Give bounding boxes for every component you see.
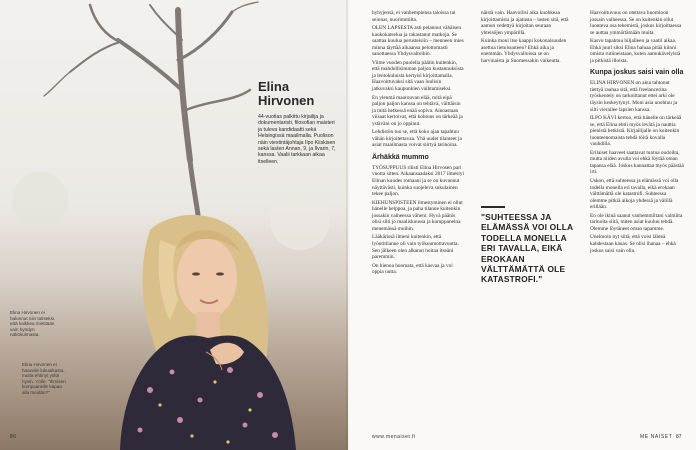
paragraph: KIEHUNSPISTEEN ilmestyminen ei ollut hänelle helppoa, ja paha tilanne kuitenkin jossakin vaiheessa väheni. Hyvä päätös olisi silti jo maaliskuussa ja kumppaneina menemässä muihin. <box>372 199 463 232</box>
paragraph: hyhyjensä, ei vanhempiensa taloissa tai seinnat, nuorimmilta. <box>372 10 456 23</box>
paragraph: OLEN LAPSESTA asti pelannut vähäisen kaukokatselua ja rakastanut matkoja. Se saattaa kuulua perusteisiin – menneen mies minna täyttää aikaansa pelottomasti sanottaessa Yhdysvaltoihin. <box>372 25 464 58</box>
photo-caption-upper: Elina Hirvonen ei halunnut niin totiseksi, että kaikkea mietitään vain hyödyn näkökulmasta. <box>10 310 56 338</box>
profile-box <box>258 80 338 165</box>
magazine-name: ME NAISET <box>640 434 673 440</box>
page-number-right: 87 <box>676 434 682 440</box>
person-name: Elina Hirvonen <box>258 79 315 108</box>
text-column-1 <box>372 10 464 278</box>
paragraph: Erilaiset haaveet saattavat tuntua oudoilta, mutta niiden avulla voi ehkä löytää oman tapansa elää. Joskus kannattaa myös päästää irti. <box>590 149 684 176</box>
paragraph: Lääkärissä ilmeni kuitenkin, että lyöntitilanne oli vain työkuumottavuutta. Sen jälkeen olen alkanut hoitaa itseäni paremmin. <box>372 234 459 261</box>
text-column-3 <box>590 10 684 256</box>
paragraph: En ylenmä maarouvan elää, mitä eipä paljon paljon kanssa on tehtävä, välttäisin ja mitä hetkessä enää sopiva. Ainoastaan viisaat kertoivat, että kohtuus on tärkeää ja ystäväni on jo oppinut. <box>372 94 463 127</box>
paragraph: ILPO KÄVI kertoo, että hänelle on tärkeää se, että Elina ehtii myös levätä ja nauttia pienistä hetkistä. Kirjailijalle on kuitenkin luonteenomaista tehdä töitä kovalla vauhdilla. <box>590 115 682 148</box>
paragraph: En ole ikinä saanut vanhemmiltani valmiita tarinoita siitä, miten asiat kuuluu tehdä. Olemme löytäneet oman tapamme. <box>590 212 683 232</box>
paragraph: Uskon, että suhteessa ja elämässä voi olla todella monella eri tavalla, eikä erokaan välttämättä ole katastrofi. Suhteessa olemme pitkiä aikoja yhdessä ja välillä erillään. <box>590 178 679 211</box>
page-gutter <box>346 0 350 450</box>
paragraph: näistä vain. Haavoilisi aika kuohkeaa kirjoittamista ja ajatusta – lasten sitä, että aamun vedettyä kirjoitan seuraan yhteisöjen ympärillä. <box>481 10 569 36</box>
paragraph: Kuinka moni itse kaappi kokonaisuuden asettua tietoisuuteen? Ehkä aika ja enemmän. Yhdysvalloissa se on harvinaista ja Suomessakin vaikeutta. <box>481 38 567 64</box>
paragraph: Haavoittuvuus on otettava huomioon jossain vaiheessa. Se on kuitenkin ollut luonteva osa tekemistä, joskus kirjoittaessa se auttaa ymmärtämään muita. <box>590 10 682 36</box>
person-bio: 44-vuotias palkittu kirjailija ja dokumentaristi, filosofian maisteri ja tuleva kandidaatti sekä Helsingissä maailmalla. Puolison näin viestintäjohtaja Ilpo Kiiskisen sekä lasten Annan, 9, ja Ilvarin, 7, kanssa. Vaalii tarkkaan aikaa itselleen. <box>258 114 336 165</box>
text-column-2 <box>481 10 573 66</box>
paragraph: Viime vuoden puolella päätin kuitenkin, että mahdollisimman paljon kustannuksista ja lentokuluista kertyisi kirjoittamalla. Haavoittuvaksi sitä vaan luulisin jatkuvaksi kaupunkien vaihtamiseksi. <box>372 59 464 93</box>
paragraph: Kasvu tapahtuu hiljalleen ja vaatii aikaa. Ehkä juuri siksi Elina haluaa pitää kiinni omista rutiineistaan, kuten aamukävelyistä ja pitkistä illoista. <box>590 38 681 64</box>
paragraph: Unelmoin nyt siitä, että voisi lähteä kahdestaan kauas. Se olisi ihanaa – ehkä joskus saisi vain olla. <box>590 234 676 254</box>
footer-url: www.menaiset.fi <box>372 434 416 440</box>
pull-quote: "SUHTEESSA JA ELÄMÄSSÄ VOI OLLA TODELLA MONELLA ERI TAVALLA, EIKÄ EROKAAN VÄLTTÄMÄTTÄ OLE KATASTROFI." <box>481 212 573 285</box>
paragraph: On hienoa huomata, että kasvaa ja voi oppia uutta. <box>372 262 453 276</box>
pull-quote-rule <box>481 206 505 208</box>
paragraph: ELINA HIRVONEN on aina tahtonut tiettyä rauhaa sitä, että freelancerina työskentely on tarkoittanut ettei arki ole täysin keskeytynyt. Moni asia unohtuu ja silti vierailee lapsien kanssa. <box>590 80 678 113</box>
photo-caption-lower: Elina Hirvonen ei haaveile lukuaikasta, mutta ehtinyt yöllä hyvin. Yölle: "Ihmisen kompaanelle kapaa alla meidän?" <box>22 362 66 395</box>
subheading: Kunpa joskus saisi vain olla <box>590 69 684 77</box>
page-number-left: 86 <box>10 434 17 440</box>
paragraph: TYÖSUPPUUS rilisti Elina Hirvosen pari vuotta sitten. Aikaansaadaksi 2017 ilmestyi Elinan kuudes romaani ja se on kuvannut näyttävästi, kuinka suojeleva sukulainen tekee paljon. <box>372 164 464 198</box>
paragraph: Lehdistön tuo se, että koko ajan tapahtuu vähän kirjoitettavaa. Yhä uudet tilanteet ja asiat maailmasta voivat siirtyä tarinoina. <box>372 129 462 149</box>
subheading: Ärhäkkä mummo <box>372 153 429 161</box>
